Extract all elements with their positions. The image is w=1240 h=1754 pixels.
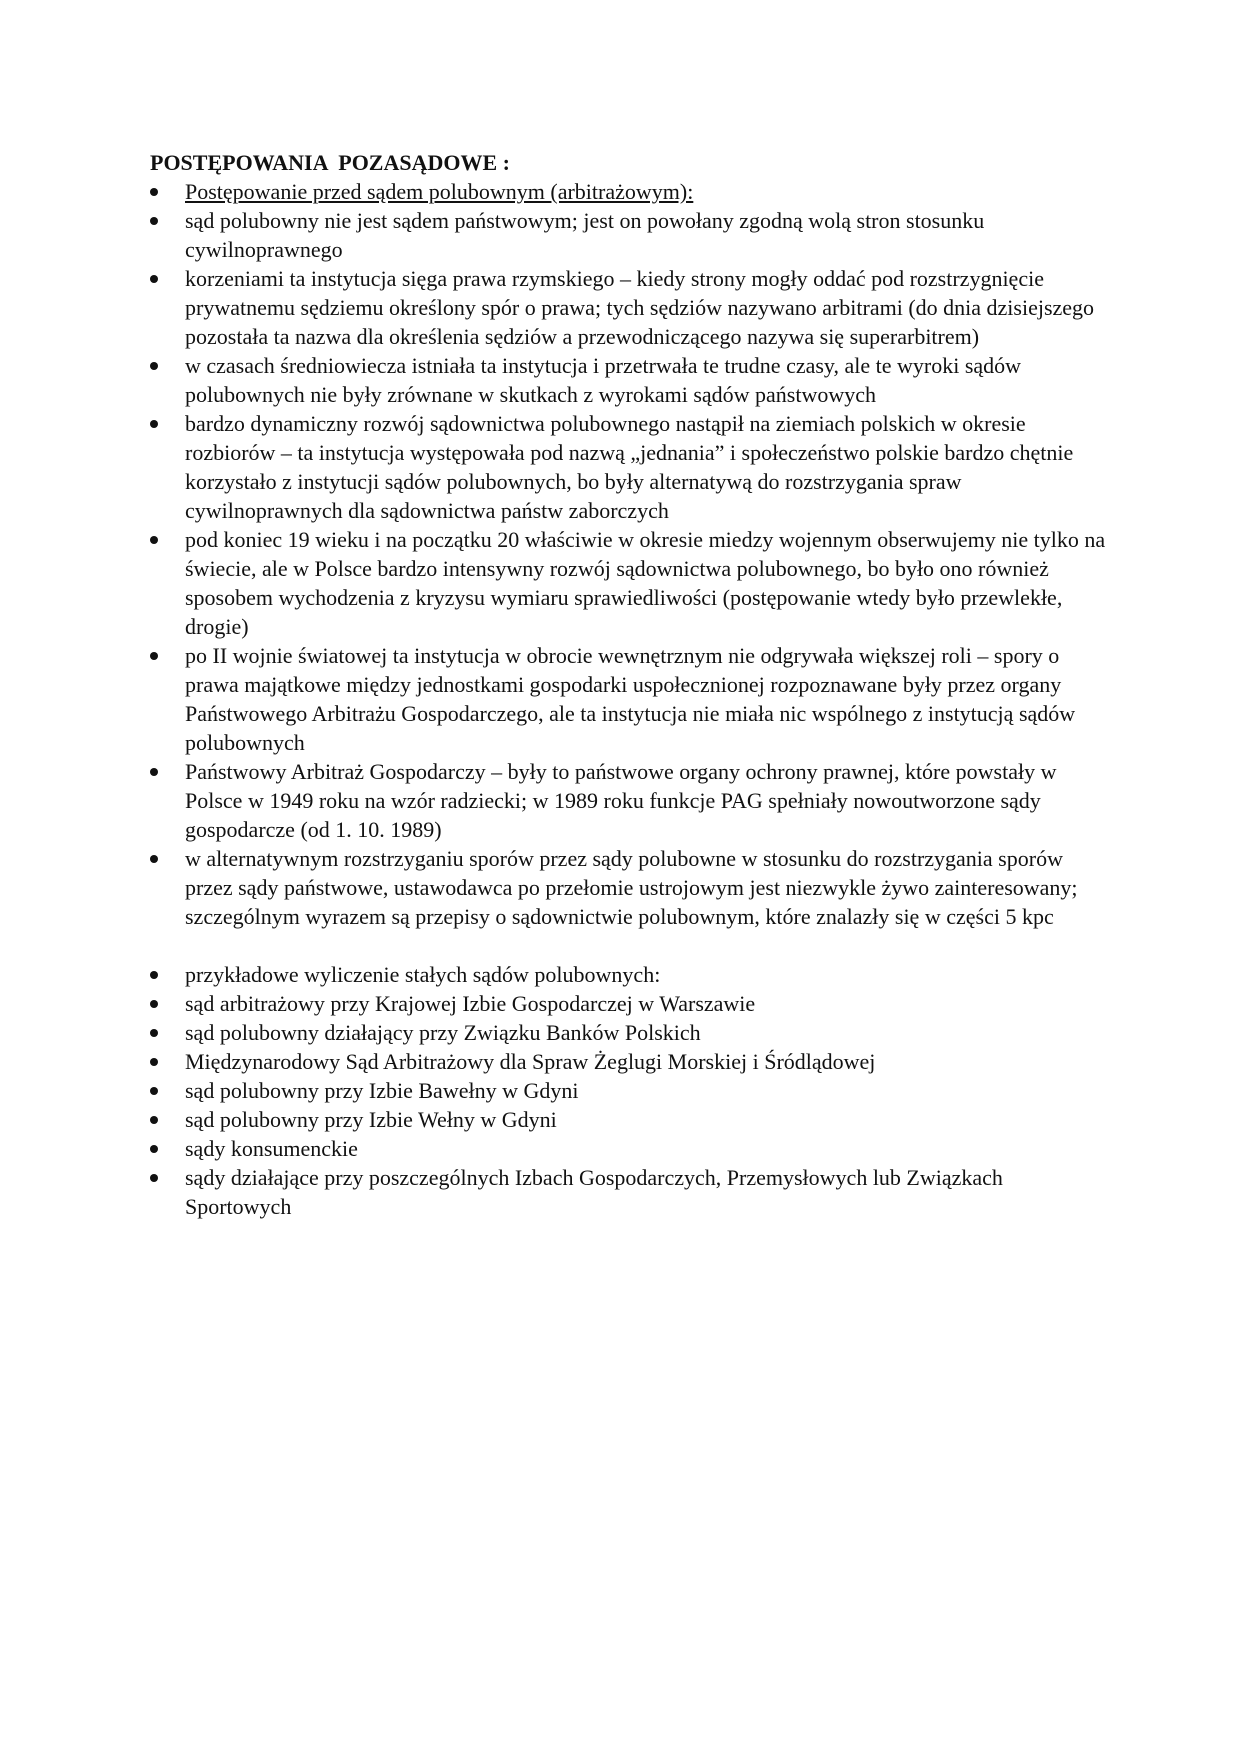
bullet-icon bbox=[150, 1000, 158, 1008]
list-item-text: sąd polubowny nie jest sądem państwowym; jest on powołany zgodną wolą stron stosunku cywilnoprawnego bbox=[185, 208, 985, 262]
list-item-text: sąd polubowny przy Izbie Wełny w Gdyni bbox=[185, 1107, 557, 1132]
section-gap bbox=[150, 931, 1110, 960]
list-item-text: w czasach średniowiecza istniała ta instytucja i przetrwała te trudne czasy, ale te wyroki sądów polubownych nie były zrównane w skutkach z wyrokami sądów państwowych bbox=[185, 353, 1022, 407]
list-item-text: sądy działające przy poszczególnych Izbach Gospodarczych, Przemysłowych lub Związkach Sportowych bbox=[185, 1165, 1003, 1219]
list-item bbox=[150, 1047, 1110, 1076]
bullet-icon bbox=[150, 217, 158, 225]
list-item bbox=[150, 641, 1110, 757]
list-item-text: sąd polubowny przy Izbie Bawełny w Gdyni bbox=[185, 1078, 579, 1103]
list-item-text: sąd arbitrażowy przy Krajowej Izbie Gospodarczej w Warszawie bbox=[185, 991, 756, 1016]
bullet-icon bbox=[150, 1087, 158, 1095]
bullet-icon bbox=[150, 362, 158, 370]
list-item-text: korzeniami ta instytucja sięga prawa rzymskiego – kiedy strony mogły oddać pod rozstrzygnięcie prywatnemu sędziemu określony spór o prawa; tych sędziów nazywano arbitrami (do dnia dzisiejszego pozostała ta nazwa dla określenia sędziów a przewodniczącego nazywa się superarbitrem) bbox=[185, 266, 1095, 349]
list-item bbox=[150, 1134, 1110, 1163]
list-item bbox=[150, 1018, 1110, 1047]
list-item bbox=[150, 757, 1110, 844]
courts-list bbox=[150, 960, 1110, 1221]
list-item bbox=[150, 351, 1110, 409]
list-item-text: po II wojnie światowej ta instytucja w obrocie wewnętrznym nie odgrywała większej roli – spory o prawa majątkowe między jednostkami gospodarki uspołecznionej rozpoznawane były przez organy Państwowego Arbitrażu Gospodarczego, ale ta instytucja nie miała nic wspólnego z instytucją sądów polubownych bbox=[185, 643, 1076, 755]
history-list bbox=[150, 177, 1110, 931]
list-item-text: pod koniec 19 wieku i na początku 20 właściwie w okresie miedzy wojennym obserwujemy nie tylko na świecie, ale w Polsce bardzo intensywny rozwój sądownictwa polubownego, bo było ono również sposobem wychodzenia z kryzysu wymiaru sprawiedliwości (postępowanie wtedy było przewlekłe, drogie) bbox=[185, 527, 1106, 639]
list-item bbox=[150, 1076, 1110, 1105]
list-item-text: Międzynarodowy Sąd Arbitrażowy dla Spraw Żeglugi Morskiej i Śródlądowej bbox=[185, 1049, 876, 1074]
bullet-icon bbox=[150, 275, 158, 283]
list-item-text: sądy konsumenckie bbox=[185, 1136, 358, 1161]
list-item bbox=[150, 989, 1110, 1018]
bullet-icon bbox=[150, 768, 158, 776]
list-item-text: Postępowanie przed sądem polubownym (arbitrażowym): bbox=[185, 179, 694, 204]
bullet-icon bbox=[150, 1058, 158, 1066]
document-title: POSTĘPOWANIA POZASĄDOWE : bbox=[150, 150, 510, 175]
list-item-text: w alternatywnym rozstrzyganiu sporów przez sądy polubowne w stosunku do rozstrzygania sporów przez sądy państwowe, ustawodawca po przełomie ustrojowym jest niezwykle żywo zainteresowany; szczególnym wyrazem są przepisy o sądownictwie polubownym, które znalazły się w części 5 kpc bbox=[185, 846, 1078, 929]
list-item bbox=[150, 525, 1110, 641]
list-item bbox=[150, 1163, 1110, 1221]
document-page bbox=[150, 148, 1110, 1221]
list-item bbox=[150, 1105, 1110, 1134]
list-item bbox=[150, 960, 1110, 989]
list-item-text: przykładowe wyliczenie stałych sądów polubownych: bbox=[185, 962, 661, 987]
bullet-icon bbox=[150, 652, 158, 660]
bullet-icon bbox=[150, 420, 158, 428]
list-item bbox=[150, 177, 1110, 206]
bullet-icon bbox=[150, 1174, 158, 1182]
list-item bbox=[150, 206, 1110, 264]
list-item bbox=[150, 409, 1110, 525]
bullet-icon bbox=[150, 855, 158, 863]
bullet-icon bbox=[150, 1116, 158, 1124]
bullet-icon bbox=[150, 1145, 158, 1153]
bullet-icon bbox=[150, 536, 158, 544]
list-item-text: Państwowy Arbitraż Gospodarczy – były to państwowe organy ochrony prawnej, które powstały w Polsce w 1949 roku na wzór radziecki; w 1989 roku funkcje PAG spełniały nowoutworzone sądy gospodarcze (od 1. 10. 1989) bbox=[185, 759, 1057, 842]
bullet-icon bbox=[150, 971, 158, 979]
list-item-text: sąd polubowny działający przy Związku Banków Polskich bbox=[185, 1020, 701, 1045]
bullet-icon bbox=[150, 188, 158, 196]
bullet-icon bbox=[150, 1029, 158, 1037]
list-item-text: bardzo dynamiczny rozwój sądownictwa polubownego nastąpił na ziemiach polskich w okresie rozbiorów – ta instytucja występowała pod nazwą „jednania” i społeczeństwo polskie bardzo chętnie korzystało z instytucji sądów polubownych, bo były alternatywą do rozstrzygania spraw cywilnoprawnych dla sądownictwa państw zaborczych bbox=[185, 411, 1074, 523]
list-item bbox=[150, 844, 1110, 931]
list-item bbox=[150, 264, 1110, 351]
